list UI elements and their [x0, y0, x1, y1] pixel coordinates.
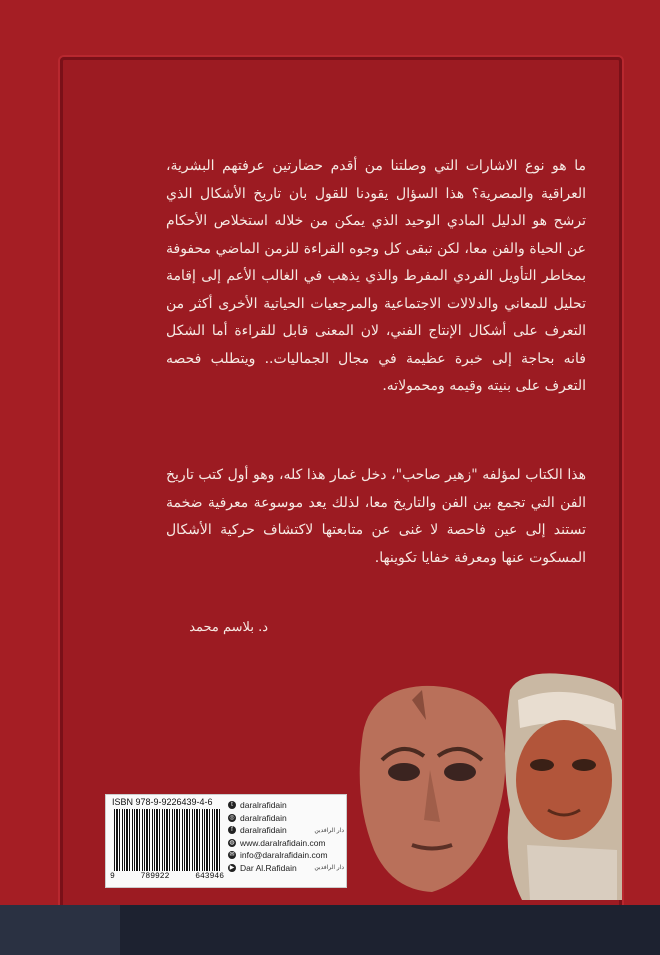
social-row-youtube: [228, 862, 344, 875]
social-label: daralrafidain: [240, 812, 287, 823]
statue-heads-photo: [352, 660, 622, 900]
email-icon: ✉: [229, 852, 235, 859]
egyptian-head: [505, 673, 622, 900]
youtube-icon: ▶: [229, 864, 235, 871]
barcode: [114, 809, 220, 871]
barcode-digit-group: 643946: [195, 872, 224, 881]
social-label: info@daralrafidain.com: [240, 850, 328, 861]
social-label: www.daralrafidain.com: [240, 837, 326, 848]
signature: د. بلاسم محمد: [189, 620, 268, 635]
social-row-facebook: [228, 824, 344, 837]
blurb-paragraph-1: ما هو نوع الاشارات التي وصلتنا من أقدم حضارتين عرفتهم البشرية، العراقية والمصرية؟ هذا السؤال يقودنا للقول بان تاريخ الأشكال الذي ترشح هو الدليل المادي الوحيد الذي يمكن من خلاله استخلاص الأحكام عن الحياة والفن معا، لكن تبقى كل وجوه القراءة للزمن الماضي محفوفة بمخاطر التأويل الفردي المفرط والذي يذهب في الغالب الأعم إلى إقامة تحليل للمعاني والدلالات الاجتماعية والمرجعيات الحياتية الأخرى أكثر من التعرف على أشكال الإنتاج الفني، لان المعنى قابل للقراءة أما الشكل فانه بحاجة إلى خبرة عظيمة في مجال الجماليات.. ويتطلب فحصه التعرف على بنيته وقيمه ومحمولاته.: [166, 158, 586, 394]
facebook-icon: f: [228, 826, 236, 834]
globe-icon: ◍: [229, 839, 235, 846]
social-label: daralrafidain: [240, 825, 287, 836]
instagram-icon: ◎: [229, 814, 235, 821]
twitter-icon: t: [228, 801, 236, 809]
social-arabic: دار الرافدين: [314, 827, 344, 834]
social-label: daralrafidain: [240, 800, 287, 811]
social-row-email: [228, 849, 344, 862]
barcode-digit-group: 9: [110, 872, 115, 881]
isbn-label: ISBN 978-9-9226439-4-6: [112, 797, 213, 807]
social-links: [228, 799, 344, 874]
blurb-paragraph-2: هذا الكتاب لمؤلفه "زهير صاحب"، دخل غمار هذا كله، وهو أول كتب تاريخ الفن التي تجمع بين الفن والتاريخ معا، لذلك يعد موسوعة معرفية ضخمة تستند إلى عين فاحصة لا غنى عن متابعتها لاكتشاف حركية الأشكال المسكوت عنها ومعرفة خفايا تكوينها.: [166, 467, 586, 566]
barcode-digits: [110, 872, 224, 881]
social-row-instagram: [228, 812, 344, 825]
isbn-info-box: [105, 794, 347, 888]
social-arabic: دار الرافدين: [314, 865, 344, 872]
barcode-digit-group: 789922: [140, 872, 170, 881]
social-label: Dar Al.Rafidain: [240, 862, 297, 873]
social-row-twitter: [228, 799, 344, 812]
bottom-corner: [0, 905, 120, 955]
social-row-website: [228, 837, 344, 850]
sumerian-mask: [360, 686, 506, 892]
